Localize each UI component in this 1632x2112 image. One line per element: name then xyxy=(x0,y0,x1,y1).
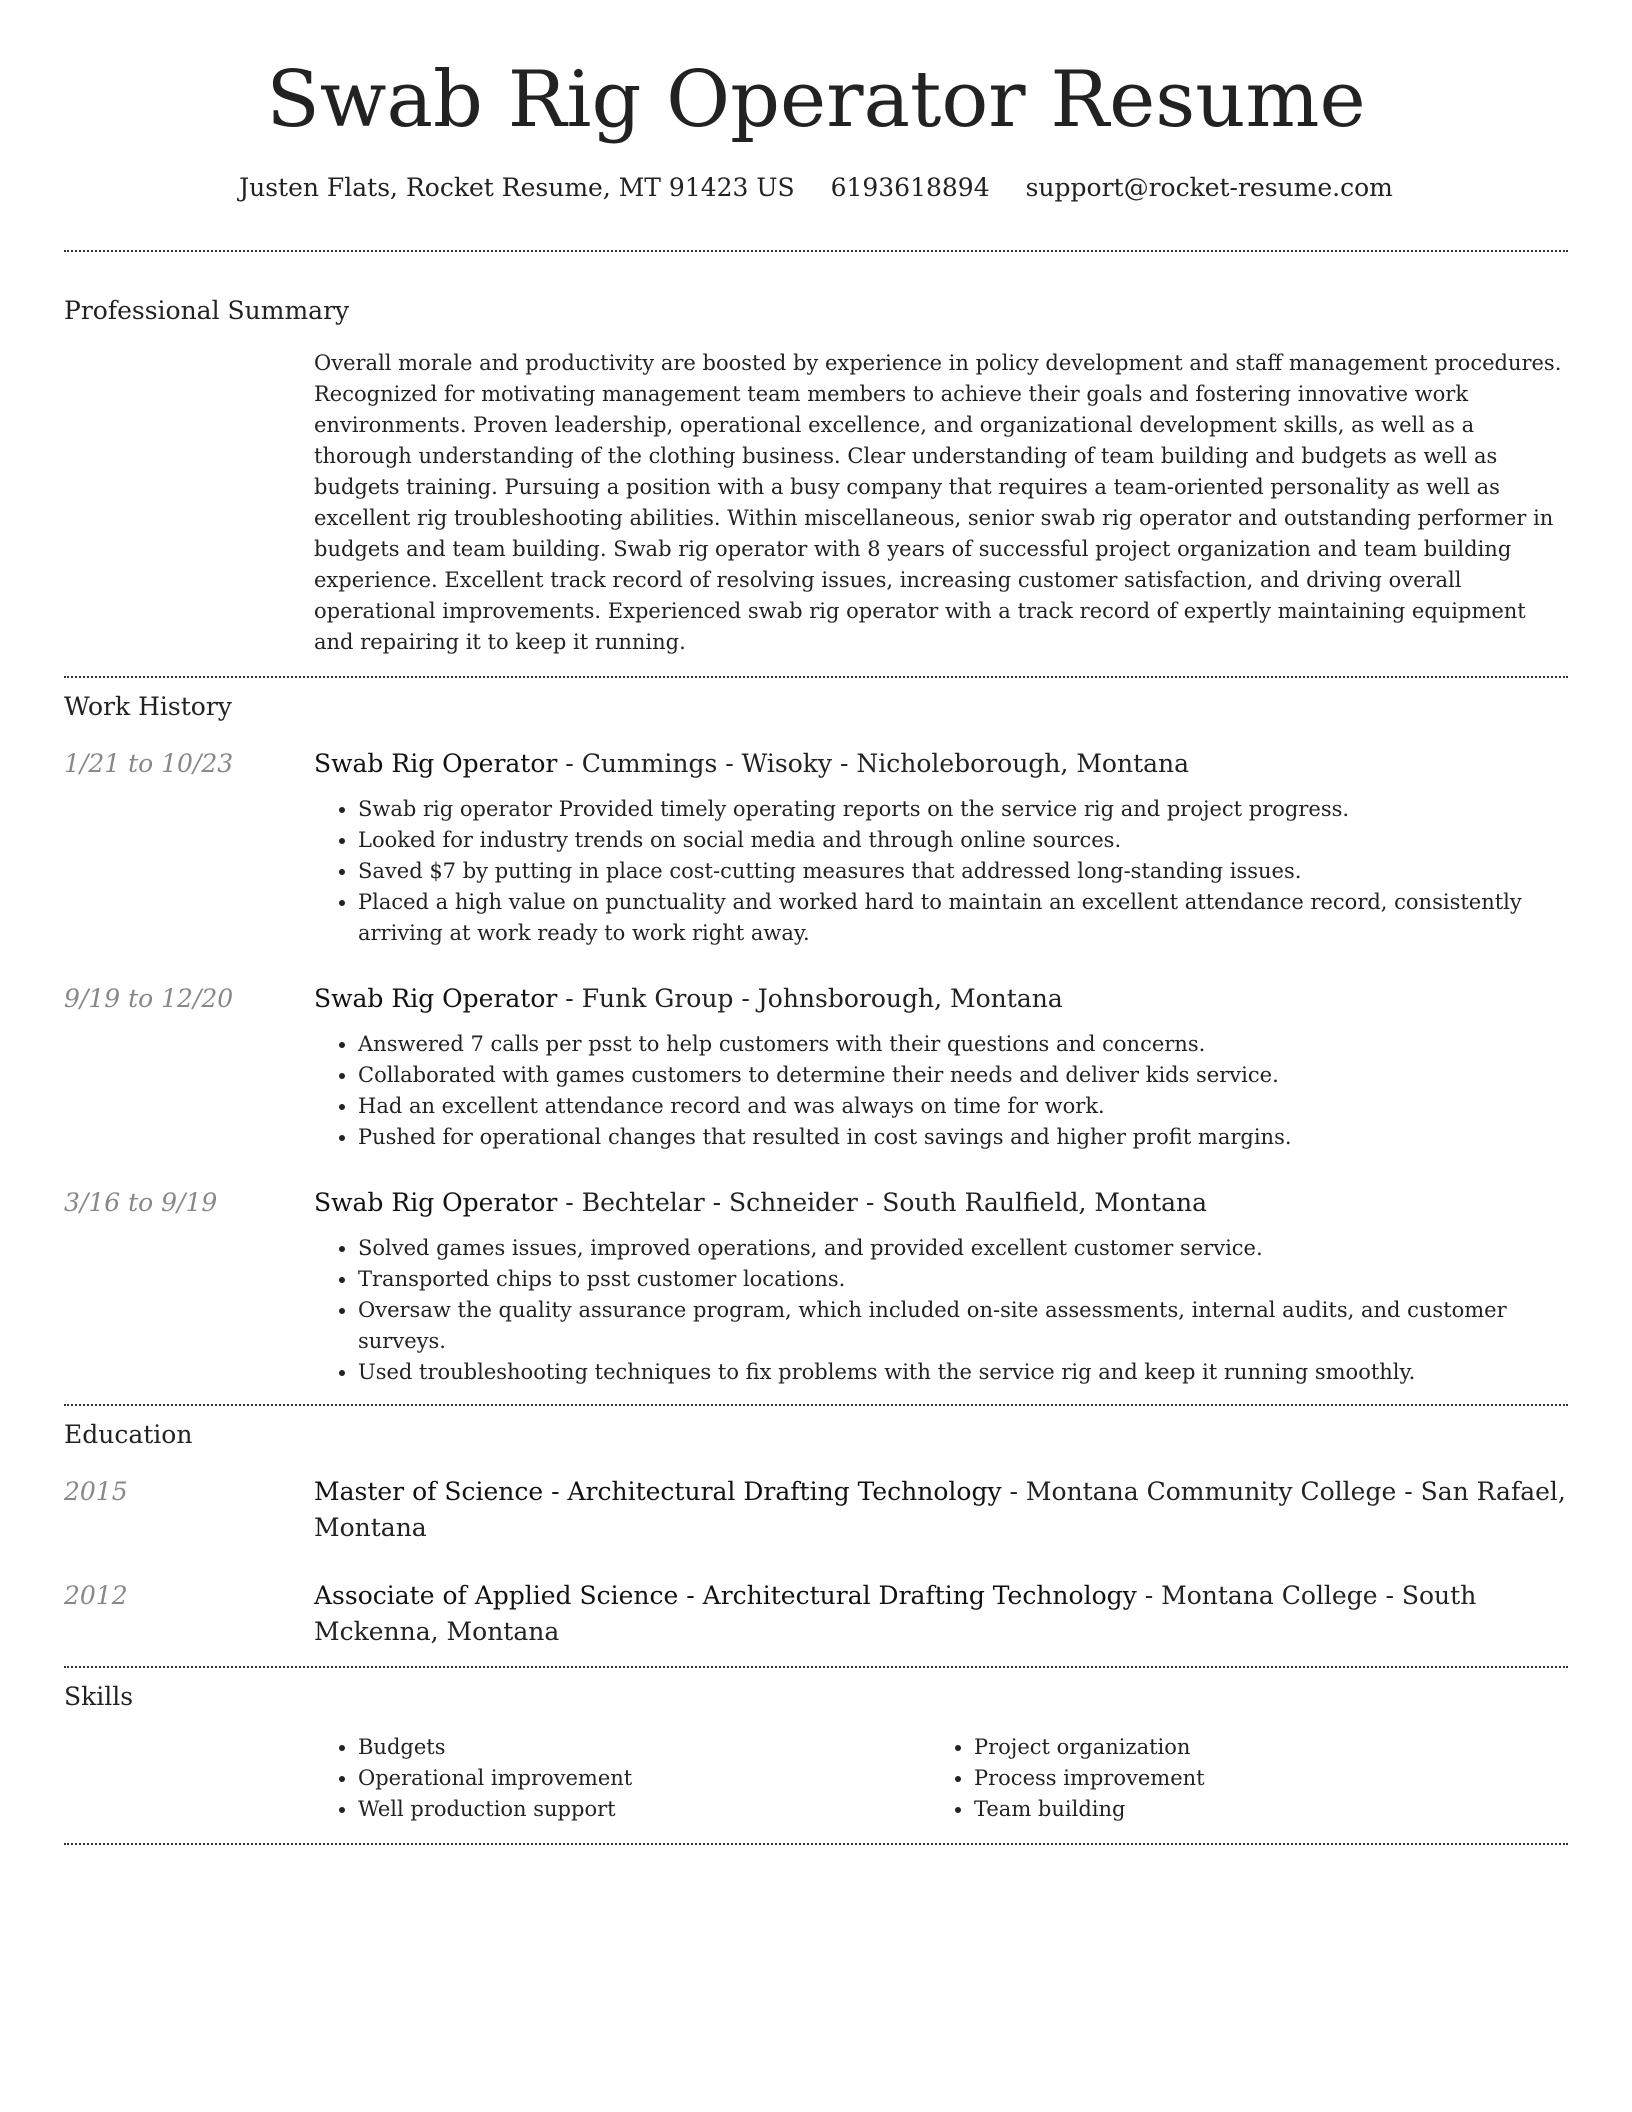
resume-page xyxy=(64,0,1568,1845)
contact-address: Justen Flats, Rocket Resume, MT 91423 US xyxy=(239,173,795,202)
skills-list-right xyxy=(930,1732,1546,1825)
list-item: • Transported chips to psst customer locations. xyxy=(358,1264,1568,1295)
job-bullets xyxy=(314,794,1568,949)
list-item: • Project organization xyxy=(974,1732,1546,1763)
job-bullets xyxy=(314,1233,1568,1388)
list-item: • Oversaw the quality assurance program, which included on-site assessments, internal audits, and customer surveys. xyxy=(358,1295,1568,1357)
job-details: - Cummings - Wisoky - Nicholeborough, Montana xyxy=(557,749,1190,778)
job-entry xyxy=(64,1185,1568,1388)
skills-list-left xyxy=(314,1732,930,1825)
education-title xyxy=(314,1578,1568,1650)
skills-section xyxy=(64,1668,1568,1825)
job-title xyxy=(314,746,1568,782)
education-year: 2015 xyxy=(64,1477,128,1506)
education-details: - Montana College - South Mckenna, Montana xyxy=(314,1581,1477,1646)
summary-section xyxy=(64,252,1568,658)
education-title xyxy=(314,1474,1568,1546)
job-entry xyxy=(64,746,1568,949)
list-item: • Placed a high value on punctuality and worked hard to maintain an excellent attendance record, consistently arriving at work ready to work right away. xyxy=(358,887,1568,949)
list-item: • Collaborated with games customers to determine their needs and deliver kids service. xyxy=(358,1060,1568,1091)
job-dates: 1/21 to 10/23 xyxy=(64,749,234,778)
education-body xyxy=(314,1578,1568,1650)
job-title xyxy=(314,981,1568,1017)
work-history-section xyxy=(64,678,1568,1388)
contact-phone: 6193618894 xyxy=(830,173,990,202)
job-body xyxy=(314,746,1568,949)
list-item: • Answered 7 calls per psst to help customers with their questions and concerns. xyxy=(358,1029,1568,1060)
list-item: • Saved $7 by putting in place cost-cutting measures that addressed long-standing issues. xyxy=(358,856,1568,887)
education-section xyxy=(64,1406,1568,1650)
job-title xyxy=(314,1185,1568,1221)
job-role: Swab Rig Operator xyxy=(314,749,558,778)
job-role: Swab Rig Operator xyxy=(314,984,558,1013)
education-body xyxy=(314,1474,1568,1546)
education-details: - Montana Community College - San Rafael, Montana xyxy=(314,1477,1566,1542)
job-entry xyxy=(64,981,1568,1153)
education-year: 2012 xyxy=(64,1581,128,1610)
summary-heading: Professional Summary xyxy=(64,296,350,325)
skills-heading: Skills xyxy=(64,1682,134,1711)
divider xyxy=(64,1843,1568,1845)
education-entry xyxy=(64,1578,1568,1650)
list-item: • Had an excellent attendance record and was always on time for work. xyxy=(358,1091,1568,1122)
job-role: Swab Rig Operator xyxy=(314,1188,558,1217)
contact-line xyxy=(64,170,1568,206)
list-item: • Process improvement xyxy=(974,1763,1546,1794)
job-body xyxy=(314,981,1568,1153)
list-item: • Budgets xyxy=(358,1732,930,1763)
skills-columns xyxy=(314,1732,1568,1825)
education-entry xyxy=(64,1474,1568,1546)
job-details: - Funk Group - Johnsborough, Montana xyxy=(557,984,1063,1013)
education-degree: Master of Science - Architectural Drafting Technology xyxy=(314,1477,1002,1506)
work-history-heading: Work History xyxy=(64,692,232,721)
education-degree: Associate of Applied Science - Architectural Drafting Technology xyxy=(314,1581,1137,1610)
list-item: • Swab rig operator Provided timely operating reports on the service rig and project progress. xyxy=(358,794,1568,825)
list-item: • Looked for industry trends on social media and through online sources. xyxy=(358,825,1568,856)
list-item: • Team building xyxy=(974,1794,1546,1825)
education-heading: Education xyxy=(64,1420,193,1449)
job-dates: 3/16 to 9/19 xyxy=(64,1188,218,1217)
list-item: • Solved games issues, improved operations, and provided excellent customer service. xyxy=(358,1233,1568,1264)
summary-text: Overall morale and productivity are boosted by experience in policy development and staff management procedures. Recognized for motivating management team members to achieve their goals and fostering innovative work environments. Proven leadership, operational excellence, and organizational development skills, as well as a thorough understanding of the clothing business. Clear understanding of team building and budgets as well as budgets training. Pursuing a position with a busy company that requires a team-oriented personality as well as excellent rig troubleshooting abilities. Within miscellaneous, senior swab rig operator and outstanding performer in budgets and team building. Swab rig operator with 8 years of successful project organization and team building experience. Excellent track record of resolving issues, increasing customer satisfaction, and driving overall operational improvements. Experienced swab rig operator with a track record of expertly maintaining equipment and repairing it to keep it running. xyxy=(314,351,1562,654)
contact-email: support@rocket-resume.com xyxy=(1025,173,1393,202)
list-item: • Pushed for operational changes that resulted in cost savings and higher profit margins. xyxy=(358,1122,1568,1153)
list-item: • Used troubleshooting techniques to fix problems with the service rig and keep it running smoothly. xyxy=(358,1357,1568,1388)
job-dates: 9/19 to 12/20 xyxy=(64,984,234,1013)
resume-title: Swab Rig Operator Resume xyxy=(266,55,1366,145)
list-item: • Well production support xyxy=(358,1794,930,1825)
job-details: - Bechtelar - Schneider - South Raulfield, Montana xyxy=(557,1188,1208,1217)
list-item: • Operational improvement xyxy=(358,1763,930,1794)
job-bullets xyxy=(314,1029,1568,1153)
job-body xyxy=(314,1185,1568,1388)
